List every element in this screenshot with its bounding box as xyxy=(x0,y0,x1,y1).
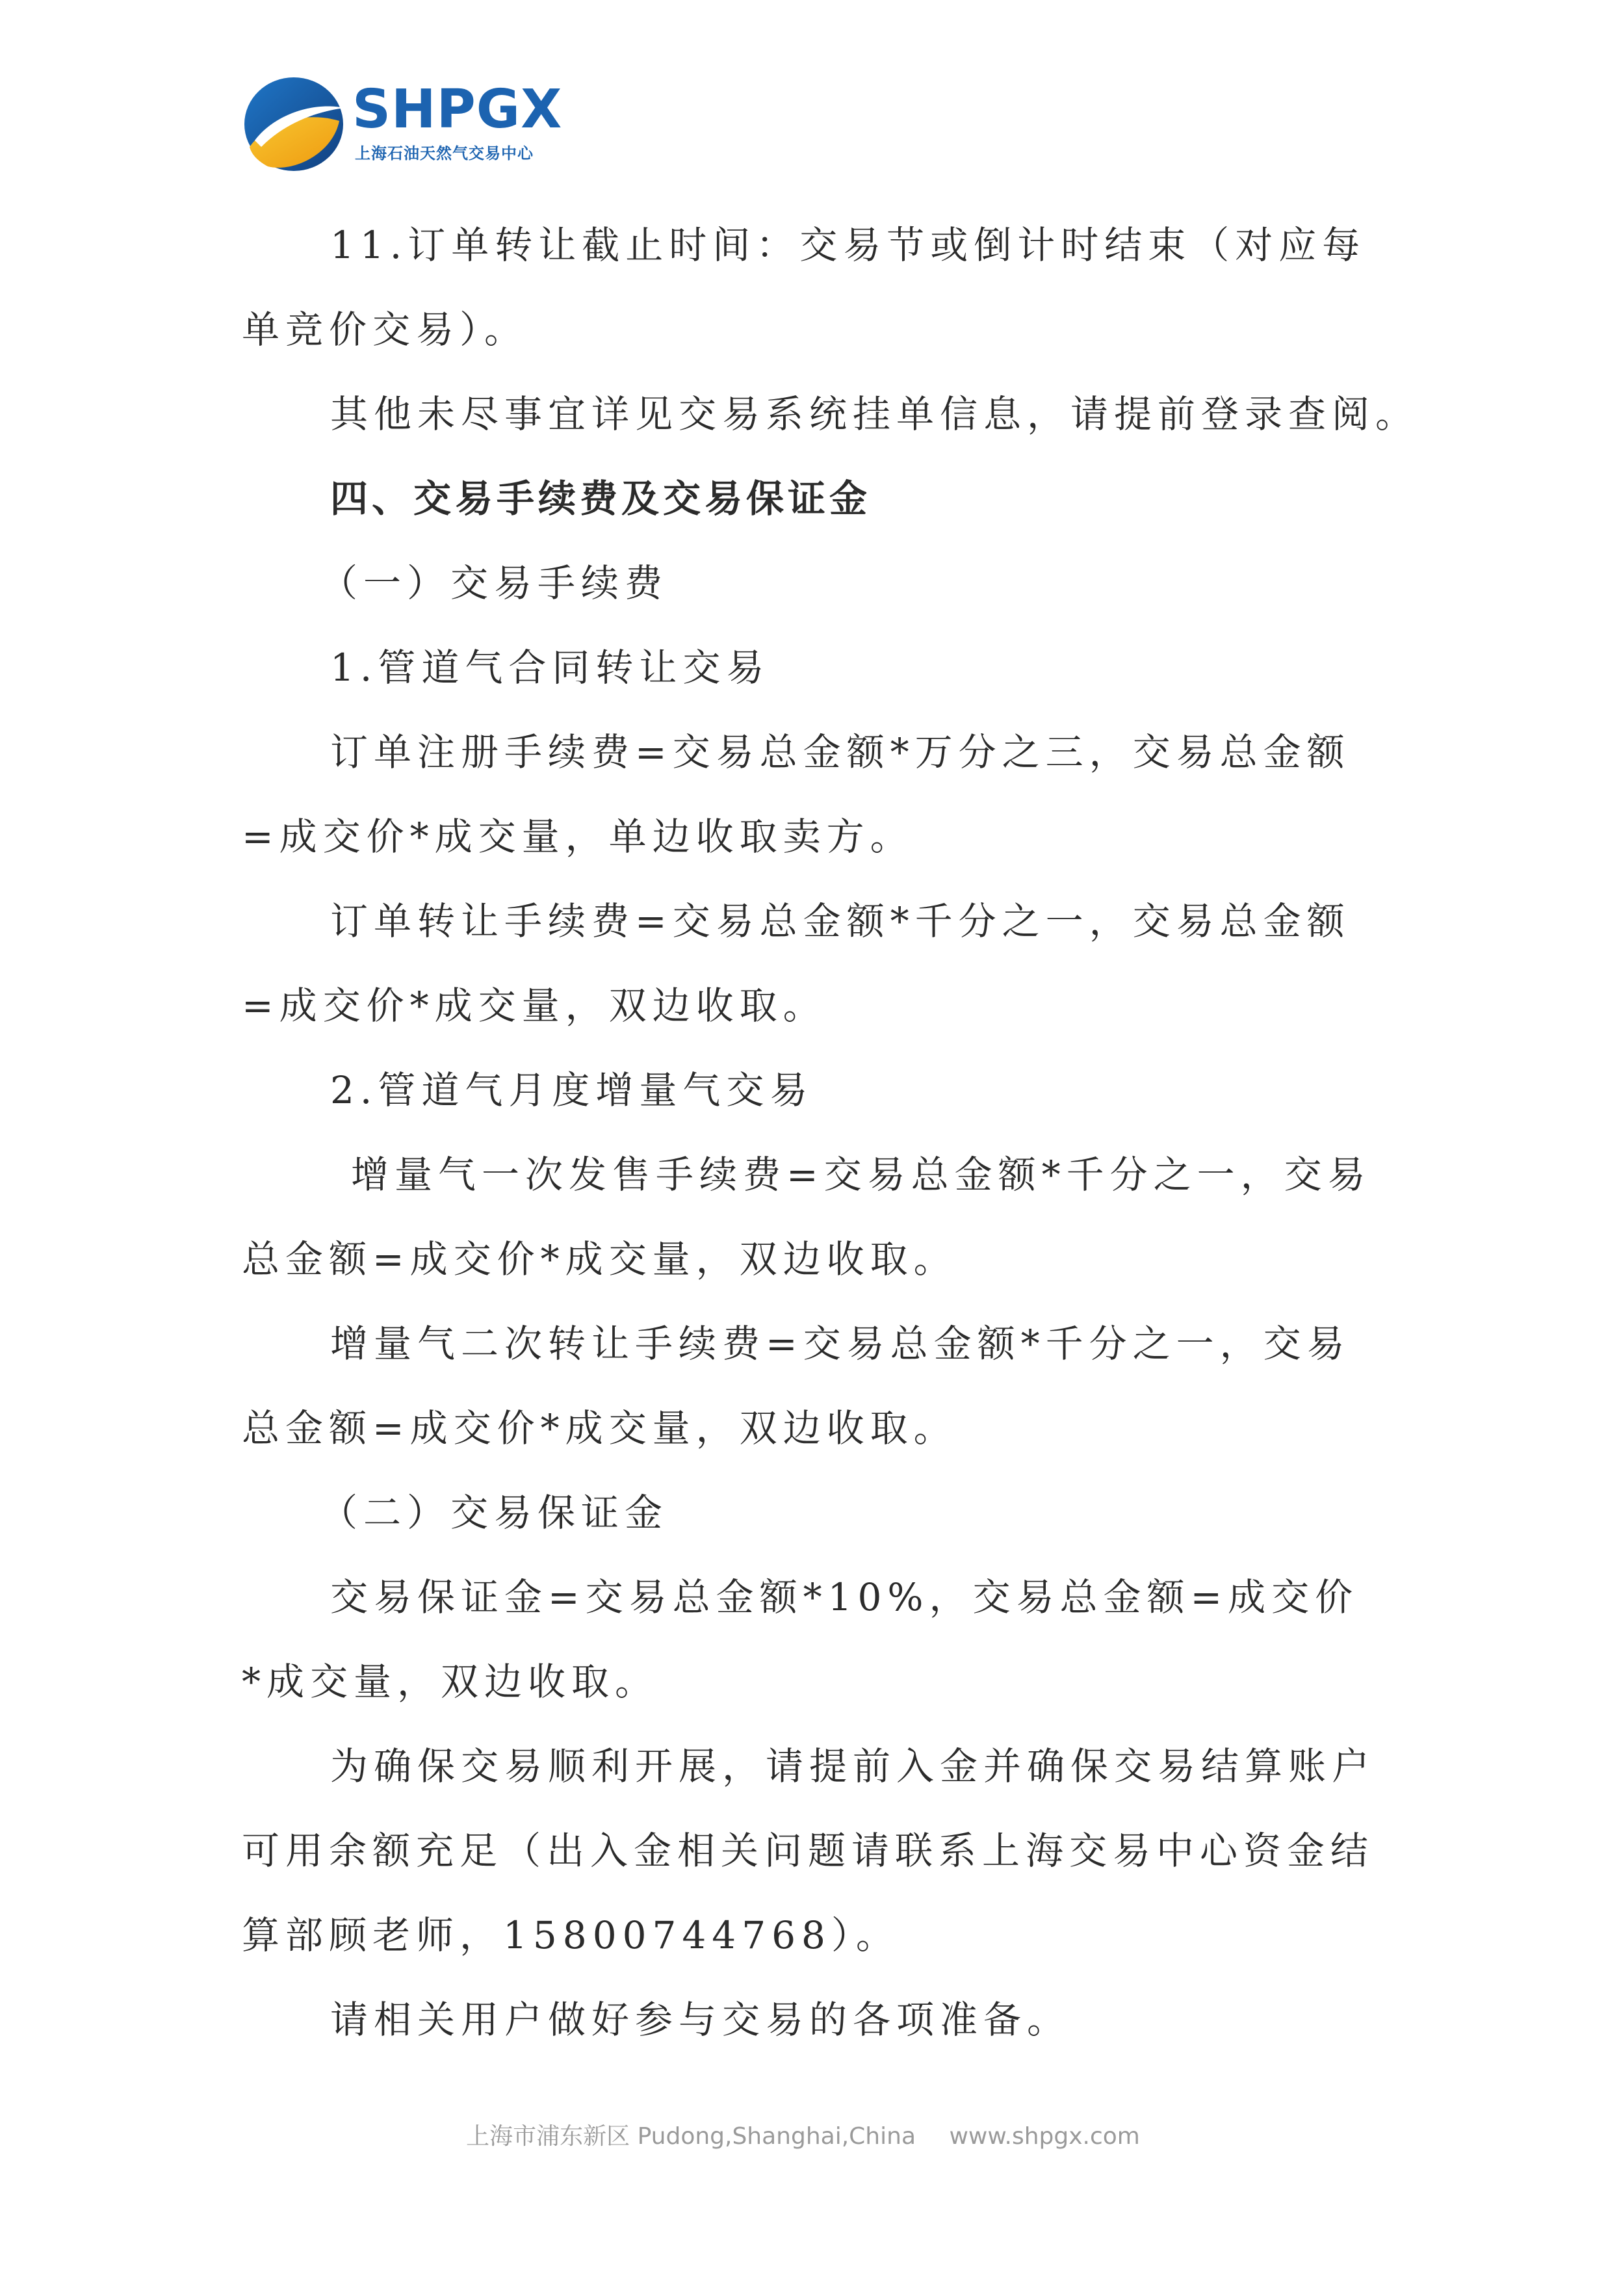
document-body xyxy=(242,203,1419,2062)
item-2-heading: 2.管道气月度增量气交易 xyxy=(330,1068,814,1112)
header-logo xyxy=(242,73,563,177)
logo-name: SHPGX xyxy=(352,79,563,140)
footer-address: 上海市浦东新区 Pudong,Shanghai,China xyxy=(466,2123,916,2150)
item-1-paragraph-1: 订单注册手续费=交易总金额*万分之三，交易总金额=成交价*成交量，单边收取卖方。 xyxy=(242,730,1351,859)
subsection-2-heading: （二）交易保证金 xyxy=(320,1491,669,1535)
item-2-paragraph-2: 增量气二次转让手续费=交易总金额*千分之一，交易总金额=成交价*成交量，双边收取。 xyxy=(242,1322,1351,1450)
closing-paragraph: 请相关用户做好参与交易的各项准备。 xyxy=(330,1998,1071,2042)
item-2-paragraph-1: 增量气一次发售手续费=交易总金额*千分之一，交易总金额=成交价*成交量，双边收取。 xyxy=(242,1153,1371,1281)
item-11-paragraph: 11.订单转让截止时间：交易节或倒计时结束（对应每单竞价交易）。 xyxy=(242,223,1366,352)
logo-subtitle: 上海石油天然气交易中心 xyxy=(355,144,534,163)
shpgx-logo-icon xyxy=(242,75,346,173)
footer-website: www.shpgx.com xyxy=(949,2123,1140,2150)
margin-paragraph: 交易保证金=交易总金额*10%，交易总金额=成交价*成交量，双边收取。 xyxy=(242,1575,1359,1704)
section-4-heading: 四、交易手续费及交易保证金 xyxy=(330,476,872,521)
subsection-1-heading: （一）交易手续费 xyxy=(320,561,669,605)
item-1-heading: 1.管道气合同转让交易 xyxy=(330,646,770,690)
item-1-paragraph-2: 订单转让手续费=交易总金额*千分之一，交易总金额=成交价*成交量，双边收取。 xyxy=(242,899,1351,1028)
ensure-balance-paragraph: 为确保交易顺利开展，请提前入金并确保交易结算账户可用余额充足（出入金相关问题请联系上海交易中心资金结算部顾老师，15800744768）。 xyxy=(242,1744,1376,1957)
other-matters-paragraph: 其他未尽事宜详见交易系统挂单信息，请提前登录查阅。 xyxy=(330,392,1419,436)
page-footer xyxy=(0,2118,1606,2151)
